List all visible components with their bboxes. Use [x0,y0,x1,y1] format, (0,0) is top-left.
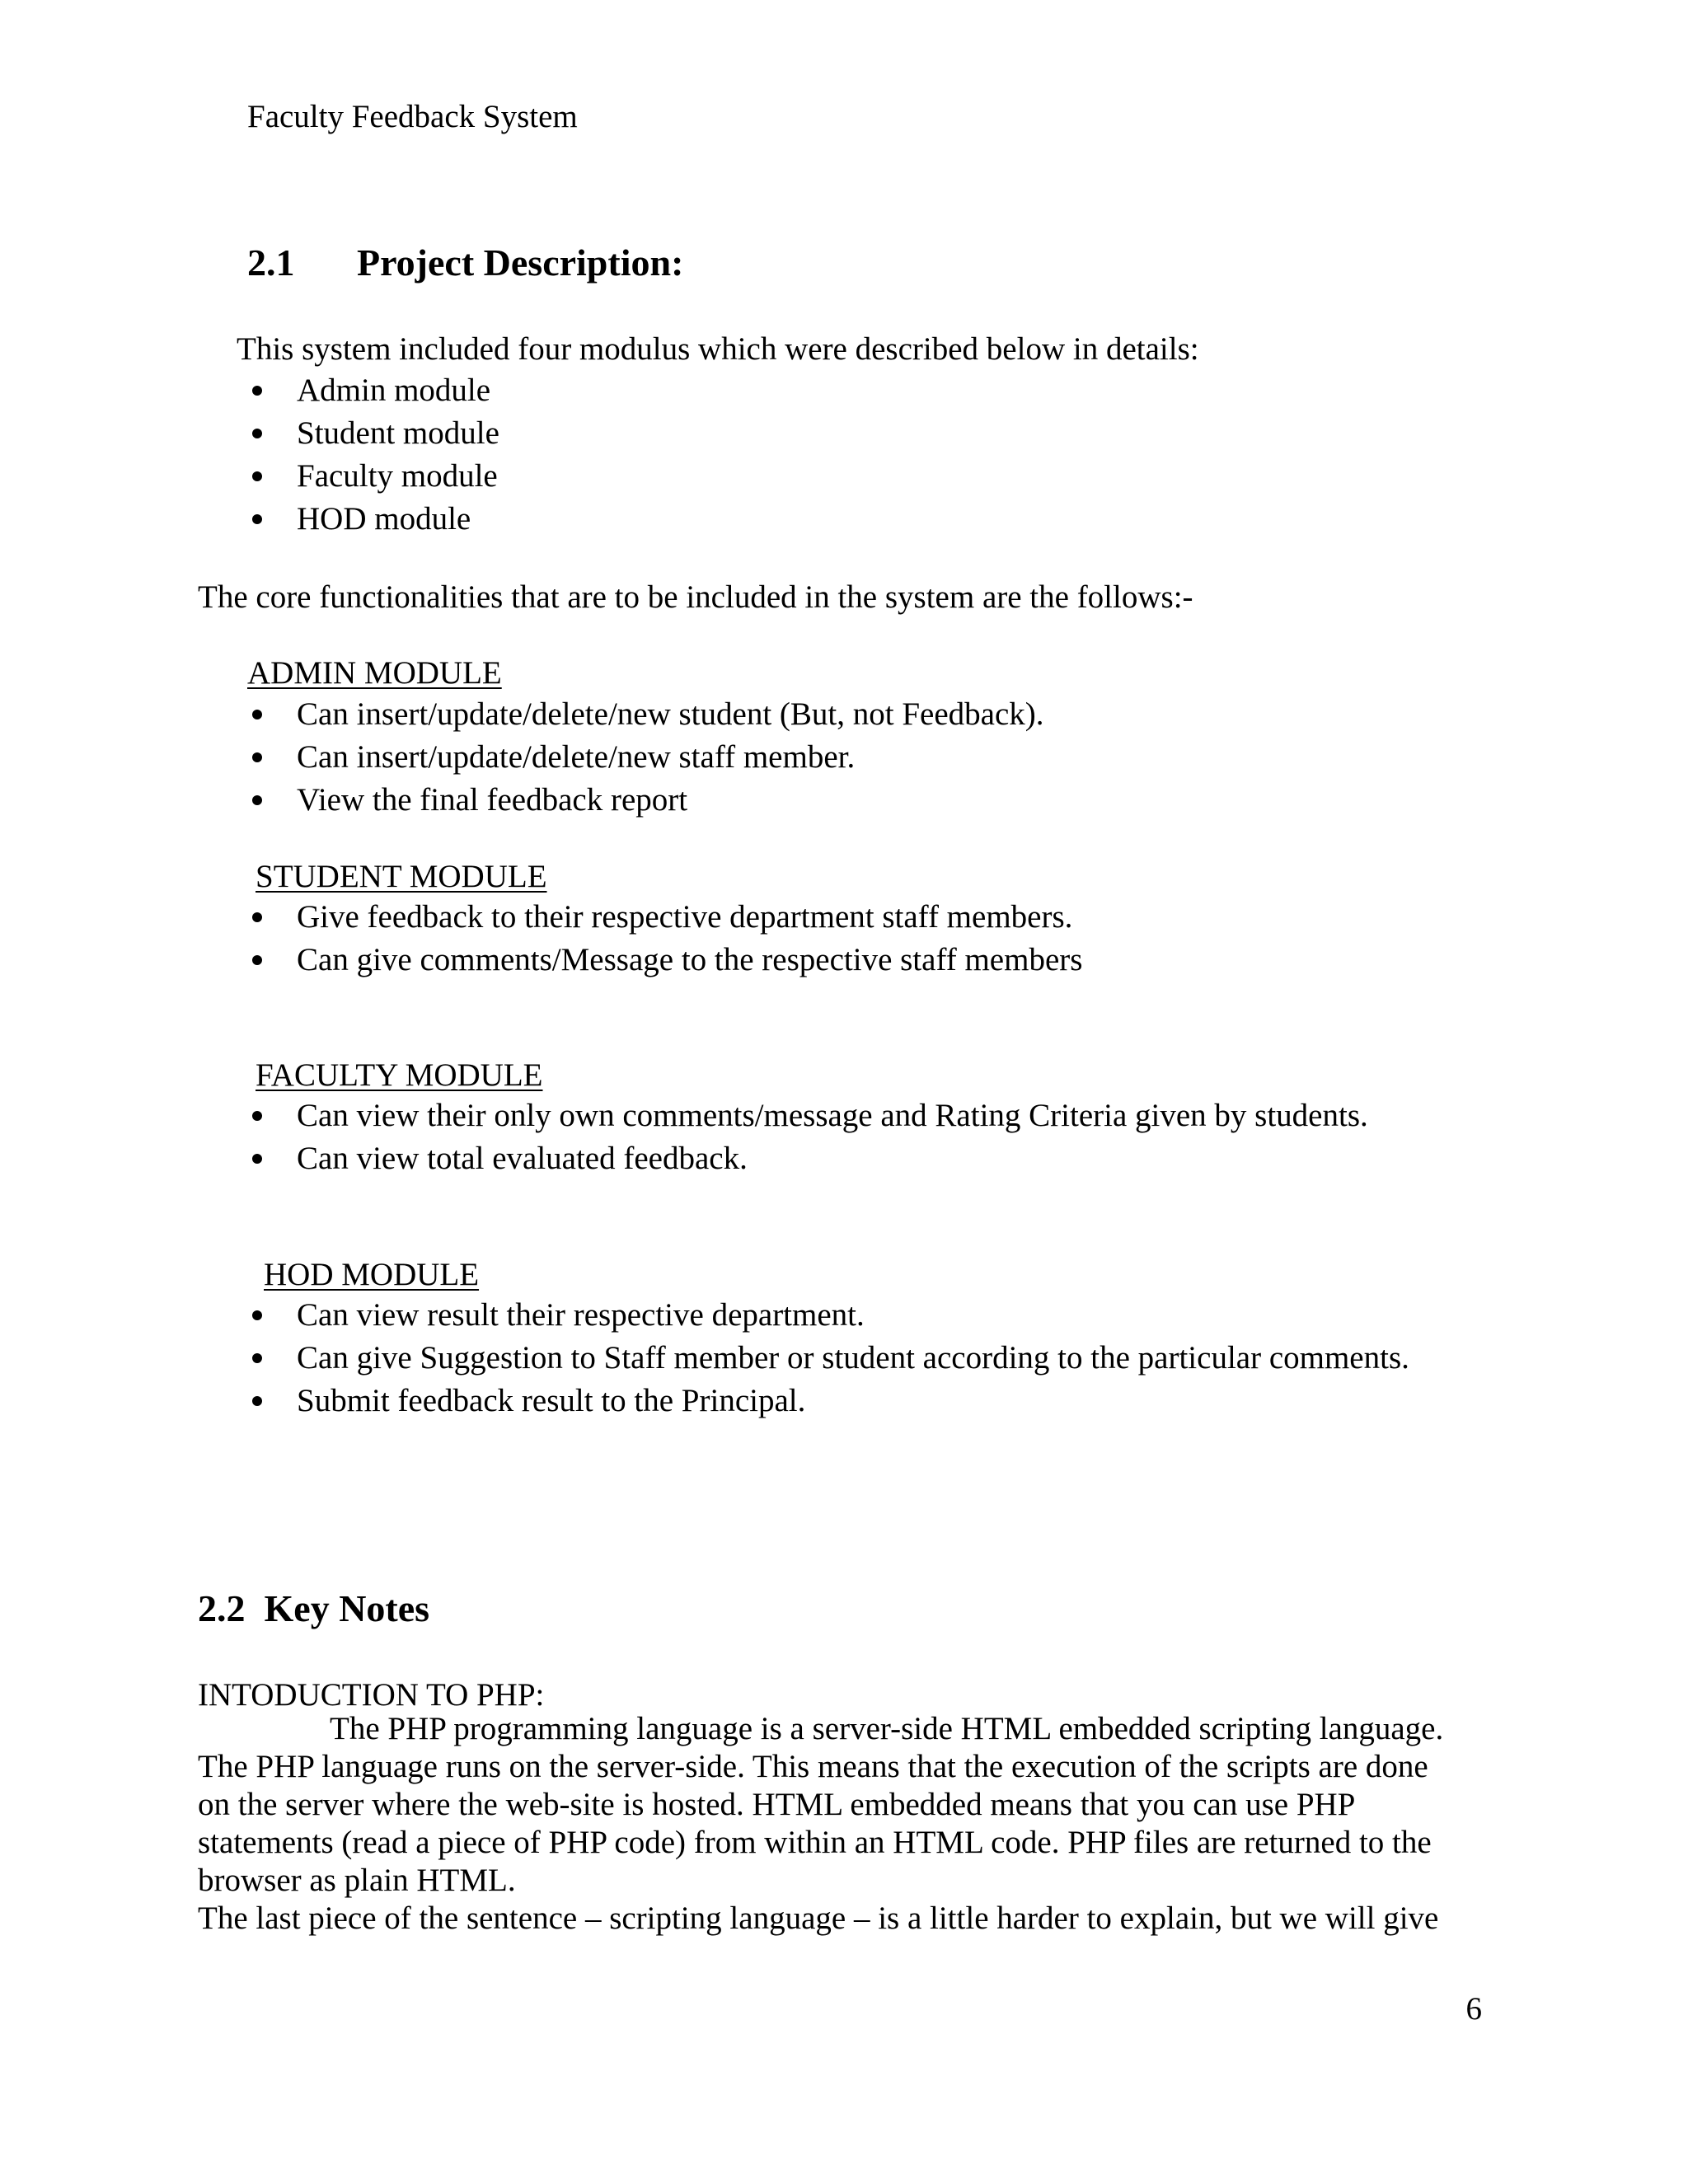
intro-paragraph: This system included four modulus which were described below in details: [237,331,1199,367]
paragraph-line: The last piece of the sentence – scripting language – is a little harder to explain, but we will give [198,1900,1439,1936]
php-intro-paragraph [198,1710,1484,1938]
faculty-module-title: FACULTY MODULE [256,1057,543,1093]
section-number: 2.1 [247,241,295,284]
modules-list [247,374,499,546]
section-heading-2-1 [247,241,684,284]
list-item: Can view result their respective department. [247,1299,1409,1342]
page-number: 6 [1465,1991,1482,2027]
list-item: Faculty module [247,460,499,503]
paragraph-line: The PHP language runs on the server-side. This means that the execution of the scripts are done [198,1749,1428,1784]
running-header: Faculty Feedback System [247,99,578,134]
hod-module-title: HOD MODULE [264,1257,480,1292]
paragraph-line: statements (read a piece of PHP code) from within an HTML code. PHP files are returned to the [198,1825,1432,1860]
admin-module-list [247,698,1044,827]
paragraph-line [198,1710,1484,1748]
paragraph-line: browser as plain HTML. [198,1863,516,1898]
list-item: Can view total evaluated feedback. [247,1142,1368,1185]
list-item: Can view their only own comments/message and Rating Criteria given by students. [247,1099,1368,1142]
section-heading-2-2 [198,1587,430,1629]
section-title: Project Description: [357,241,684,284]
list-item: HOD module [247,503,499,546]
paragraph-line-text: The PHP programming language is a server-side HTML embedded scripting language. [330,1711,1444,1746]
list-item: Admin module [247,374,499,417]
list-item: Can give comments/Message to the respective staff members [247,944,1082,987]
list-item: Can insert/update/delete/new student (But, not Feedback). [247,698,1044,741]
list-item: Give feedback to their respective department staff members. [247,901,1082,944]
list-item: View the final feedback report [247,784,1044,827]
list-item: Can give Suggestion to Staff member or student according to the particular comments. [247,1342,1409,1385]
student-module-list [247,901,1082,987]
section-number: 2.2 [198,1587,246,1629]
list-item: Submit feedback result to the Principal. [247,1385,1409,1427]
admin-module-title: ADMIN MODULE [247,655,502,691]
student-module-title: STUDENT MODULE [256,859,547,894]
paragraph-line: on the server where the web-site is hosted. HTML embedded means that you can use PHP [198,1787,1356,1822]
core-functionalities-line: The core functionalities that are to be included in the system are the follows:- [198,579,1193,615]
hod-module-list [247,1299,1409,1427]
section-title: Key Notes [264,1587,430,1629]
list-item: Student module [247,417,499,460]
php-intro-heading: INTODUCTION TO PHP: [198,1677,545,1713]
faculty-module-list [247,1099,1368,1185]
list-item: Can insert/update/delete/new staff member. [247,741,1044,784]
